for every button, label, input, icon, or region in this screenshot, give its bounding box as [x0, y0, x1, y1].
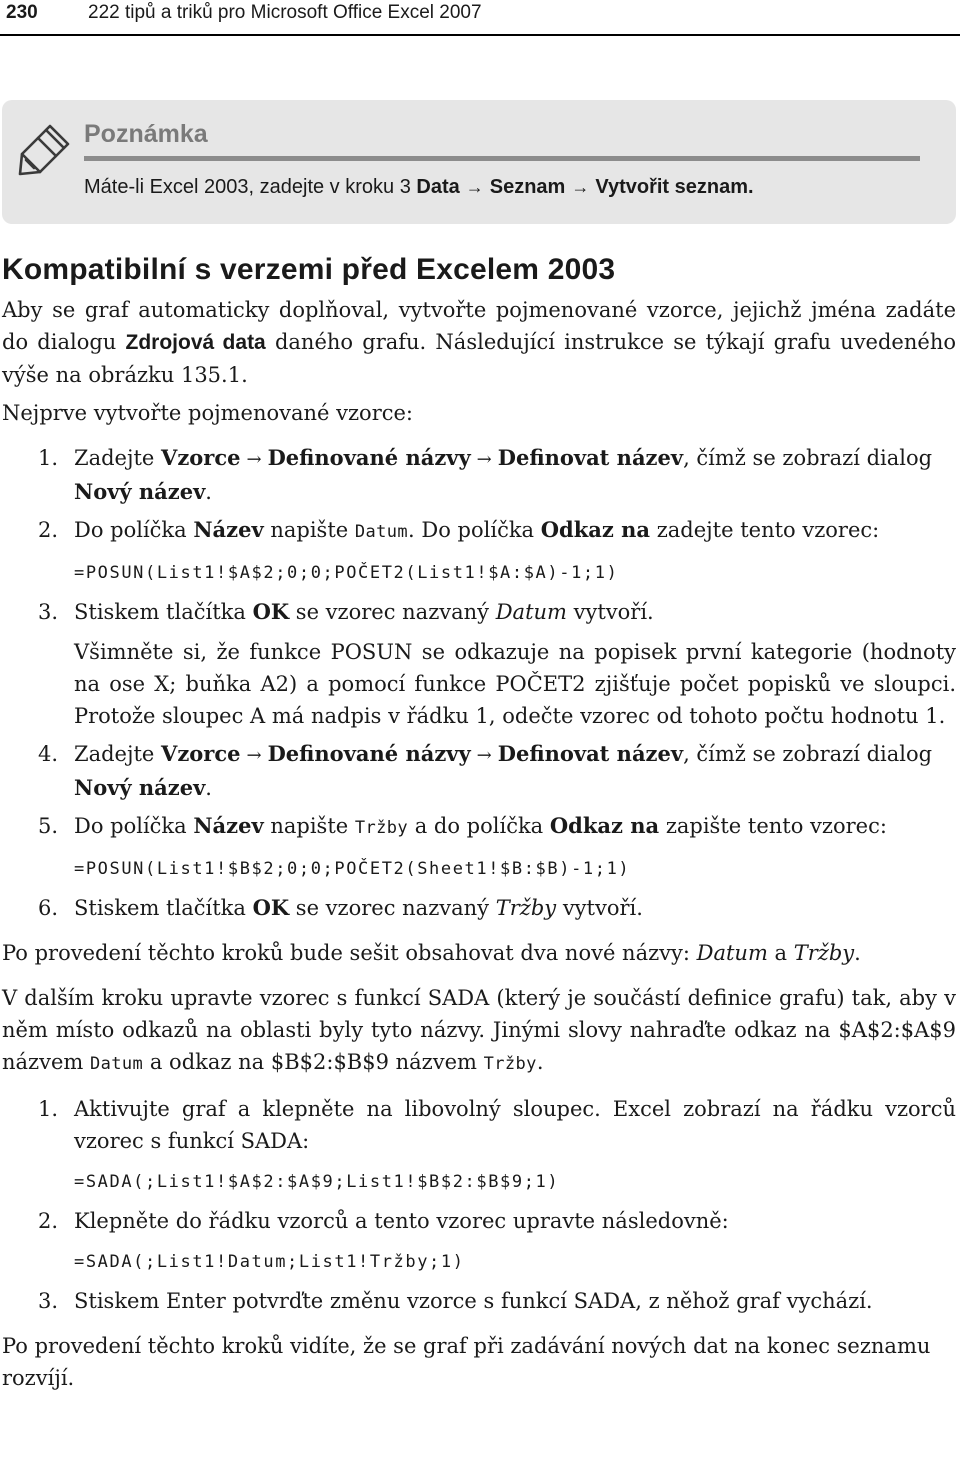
step-text: se vzorec nazvaný: [289, 896, 496, 920]
step-number: 2.: [38, 1209, 59, 1233]
note-menu-vytvorit: Vytvořit seznam.: [595, 176, 754, 198]
summary-text: a: [767, 941, 794, 965]
arrow-right-icon: →: [246, 449, 262, 470]
step-text: napište: [263, 518, 355, 542]
list-item: [2, 1093, 956, 1197]
step-text: Zadejte: [74, 446, 162, 470]
list-item: [2, 892, 956, 924]
note-menu-seznam: Seznam: [489, 176, 566, 198]
step-note: Všimněte si, že funkce POSUN se odkazuje na popisek první kategorie (hodnoty na ose X; buňka A2) a pomocí funkce POČET2 zjišťuje počet popisků ve sloupci. Protože sloupec A má nadpis v řádku 1, odečte vzorec od tohoto počtu hodnotu 1.: [74, 640, 956, 728]
section-heading: Kompatibilní s verzemi před Excelem 2003: [2, 253, 616, 286]
step-text: zadejte tento vzorec:: [650, 518, 880, 542]
inline-code: Tržby: [354, 818, 409, 838]
step-number: 5.: [38, 814, 59, 838]
step-text: Stiskem tlačítka: [74, 600, 253, 624]
step-text: Zadejte: [74, 742, 162, 766]
list-item: [2, 1205, 956, 1277]
next-step-text: V dalším kroku upravte vzorec s funkcí SADA (který je součástí definice grafu) tak, aby v něm místo odkazů na oblasti byly tyto názvy. Jinými slovy nahraďte odkaz na $A$2:$A$9 názvem: [2, 986, 956, 1074]
step-text: Do políčka: [74, 518, 194, 542]
summary-paragraph: [2, 937, 956, 969]
step-number: 1.: [38, 1097, 59, 1121]
intro-text-1: Aby se graf automaticky doplňoval, vytvořte pojmenované vzorce, jejichž jména zadáte do dialogu: [2, 298, 956, 354]
button-ok-label: OK: [252, 599, 290, 624]
step-text: napište: [263, 814, 355, 838]
name-trzby: Tržby: [495, 896, 557, 920]
intro-paragraph: [2, 294, 956, 391]
menu-definovane-nazvy: Definované názvy: [267, 741, 471, 766]
list-item: [2, 442, 956, 508]
step-text: vytvoří.: [556, 896, 643, 920]
menu-vzorce: Vzorce: [161, 741, 241, 766]
next-step-paragraph: [2, 982, 956, 1080]
name-trzby: Tržby: [793, 941, 855, 965]
page-content: [2, 246, 956, 1394]
page-number: 230: [6, 2, 38, 23]
field-nazev: Název: [193, 517, 264, 542]
arrow-right-icon: →: [476, 745, 492, 766]
menu-definovane-nazvy: Definované názvy: [267, 445, 471, 470]
list-item: [2, 738, 956, 804]
button-ok-label: OK: [252, 895, 290, 920]
note-text-lead: Máte-li Excel 2003, zadejte v kroku 3: [84, 176, 417, 198]
note-text: [84, 176, 754, 199]
list-item: [2, 596, 956, 732]
step-number: 1.: [38, 446, 59, 470]
header-rule: [0, 34, 960, 36]
step-text: Stiskem tlačítka: [74, 896, 253, 920]
formula-code: =SADA(;List1!Datum;List1!Tržby;1): [74, 1252, 465, 1272]
step-text: se vzorec nazvaný: [289, 600, 496, 624]
arrow-right-icon: →: [465, 177, 484, 197]
formula-code: =SADA(;List1!$A$2:$A$9;List1!$B$2:$B$9;1): [74, 1172, 560, 1192]
note-box: [2, 100, 956, 224]
note-rule: [84, 156, 920, 161]
menu-definovat-nazev: Definovat název: [497, 445, 684, 470]
step-text: . Do políčka: [408, 518, 541, 542]
arrow-right-icon: →: [246, 745, 262, 766]
step-text: .: [205, 480, 212, 504]
summary-text: .: [854, 941, 861, 965]
step-text: Stiskem Enter potvrďte změnu vzorce s funkcí SADA, z něhož graf vychází.: [74, 1289, 873, 1313]
running-header: [0, 0, 960, 36]
book-title: 222 tipů a triků pro Microsoft Office Excel 2007: [88, 2, 482, 23]
inline-code: Datum: [90, 1054, 144, 1074]
inline-code: Datum: [354, 522, 409, 542]
step-number: 3.: [38, 600, 59, 624]
field-odkaz-na: Odkaz na: [540, 517, 651, 542]
create-names-paragraph: Nejprve vytvořte pojmenované vzorce:: [2, 401, 414, 425]
dialog-novy-nazev: Nový název: [74, 479, 206, 504]
next-step-text: .: [536, 1050, 544, 1074]
list-item: [2, 514, 956, 588]
menu-vzorce: Vzorce: [161, 445, 241, 470]
pencil-note-icon: [16, 120, 74, 178]
name-datum: Datum: [495, 600, 567, 624]
steps-list-2: [2, 1093, 956, 1317]
note-title: Poznámka: [84, 120, 208, 148]
arrow-right-icon: →: [571, 177, 590, 197]
menu-definovat-nazev: Definovat název: [497, 741, 684, 766]
step-number: 2.: [38, 518, 59, 542]
summary-text: Po provedení těchto kroků bude sešit obsahovat dva nové názvy:: [2, 941, 697, 965]
steps-list: [2, 442, 956, 924]
closing-paragraph: Po provedení těchto kroků vidíte, že se graf při zadávání nových dat na konec seznamu rozvíjí.: [2, 1334, 931, 1390]
step-text: Klepněte do řádku vzorců a tento vzorec upravte následovně:: [74, 1209, 729, 1233]
step-text: Aktivujte graf a klepněte na libovolný sloupec. Excel zobrazí na řádku vzorců vzorec s funkcí SADA:: [74, 1097, 956, 1153]
intro-bold-dialog: Zdrojová data: [125, 331, 266, 354]
step-number: 6.: [38, 896, 59, 920]
list-item: [2, 1285, 956, 1317]
list-item: [2, 810, 956, 884]
field-nazev: Název: [193, 813, 264, 838]
note-menu-data: Data: [416, 176, 460, 198]
step-text: Do políčka: [74, 814, 194, 838]
inline-code: Tržby: [483, 1054, 537, 1074]
intro-text-2: daného grafu. Následující instrukce se týkají grafu uvedeného výše na obrázku 135.1.: [2, 330, 956, 387]
step-text: , čímž se zobrazí dialog: [683, 742, 933, 766]
formula-code: =POSUN(List1!$B$2;0;0;POČET2(Sheet1!$B:$B)-1;1): [74, 859, 631, 879]
step-text: zapište tento vzorec:: [659, 814, 887, 838]
step-text: a do políčka: [408, 814, 550, 838]
step-number: 3.: [38, 1289, 59, 1313]
arrow-right-icon: →: [476, 449, 492, 470]
dialog-novy-nazev: Nový název: [74, 775, 206, 800]
field-odkaz-na: Odkaz na: [549, 813, 660, 838]
step-text: .: [205, 776, 212, 800]
formula-code: =POSUN(List1!$A$2;0;0;POČET2(List1!$A:$A)-1;1): [74, 563, 619, 583]
step-text: vytvoří.: [566, 600, 654, 624]
step-number: 4.: [38, 742, 59, 766]
name-datum: Datum: [696, 941, 768, 965]
next-step-text: a odkaz na $B$2:$B$9 názvem: [143, 1050, 484, 1074]
step-text: , čímž se zobrazí dialog: [683, 446, 933, 470]
